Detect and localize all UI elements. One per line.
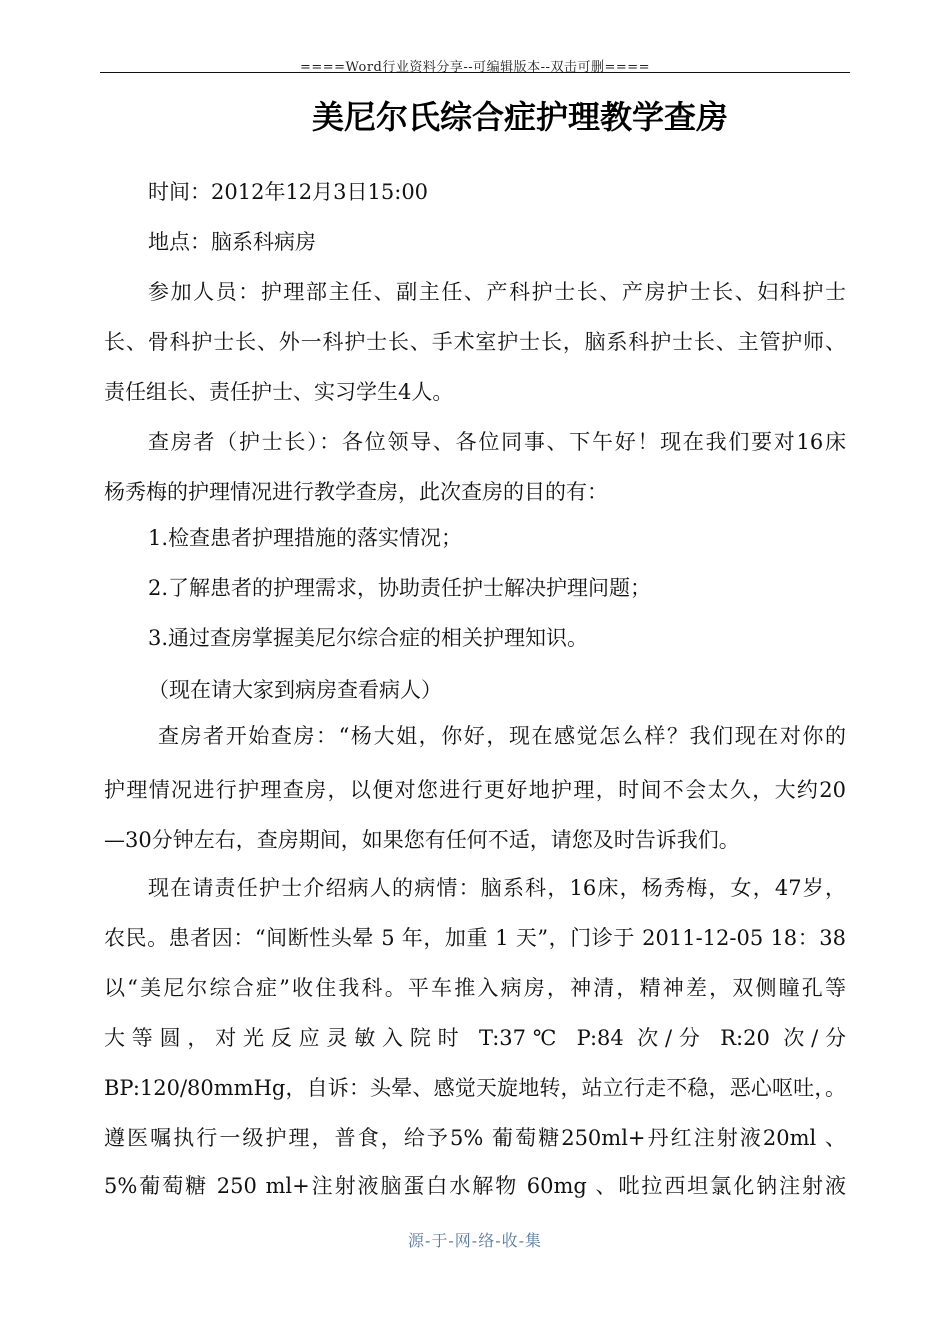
paragraph-line: （现在请大家到病房查看病人）: [148, 678, 442, 702]
document-footer: 源-于-网-络-收-集: [407, 1231, 543, 1250]
paragraph-line: 农民。患者因：“间断性头晕 5 年，加重 1 天”，门诊于 2011-12-05 18：38: [104, 926, 846, 950]
list-item: 3.通过查房掌握美尼尔综合症的相关护理知识。: [148, 626, 589, 650]
paragraph-line: 查房者（护士长）：各位领导、各位同事、下午好！现在我们要对16床: [148, 430, 846, 454]
paragraph-line: 以“美尼尔综合症”收住我科。平车推入病房，神清，精神差，双侧瞳孔等: [104, 976, 846, 1000]
paragraph-line: 参加人员：护理部主任、副主任、产科护士长、产房护士长、妇科护士: [148, 280, 846, 304]
paragraph-line: 时间：2012年12月3日15:00: [148, 180, 429, 204]
document-header: ====Word行业资料分享--可编辑版本--双击可删====: [299, 60, 651, 75]
paragraph-line: 现在请责任护士介绍病人的病情：脑系科，16床，杨秀梅，女，47岁，: [148, 876, 846, 900]
paragraph-line: 护理情况进行护理查房，以便对您进行更好地护理，时间不会太久，大约20: [104, 778, 846, 802]
paragraph-line: 5%葡萄糖 250 ml+注射液脑蛋白水解物 60mg 、吡拉西坦氯化钠注射液: [104, 1174, 846, 1198]
paragraph-line: 遵医嘱执行一级护理，普食，给予5% 葡萄糖250ml+丹红注射液20ml 、: [104, 1126, 846, 1150]
header-divider: [100, 72, 850, 73]
paragraph-line: 杨秀梅的护理情况进行教学查房，此次查房的目的有：: [104, 480, 608, 504]
paragraph-line: 查房者开始查房：“杨大姐，你好，现在感觉怎么样？我们现在对你的: [158, 724, 846, 748]
paragraph-line: BP:120/80mmHg，自诉：头晕、感觉天旋地转，站立行走不稳，恶心呕吐，。: [104, 1076, 846, 1100]
list-item: 1.检查患者护理措施的落实情况；: [148, 526, 463, 550]
list-item: 2.了解患者的护理需求，协助责任护士解决护理问题；: [148, 576, 652, 600]
paragraph-line: 责任组长、责任护士、实习学生4人。: [104, 380, 454, 404]
paragraph-line: 大等圆，对光反应灵敏入院时 T:37℃ P:84 次/分 R:20 次/分: [104, 1026, 846, 1050]
paragraph-line: —30分钟左右，查房期间，如果您有任何不适，请您及时告诉我们。: [104, 828, 740, 852]
paragraph-line: 地点：脑系科病房: [148, 230, 316, 254]
paragraph-line: 长、骨科护士长、外一科护士长、手术室护士长，脑系科护士长、主管护师、: [104, 330, 846, 354]
document-title: 美尼尔氏综合症护理教学查房: [311, 98, 728, 136]
